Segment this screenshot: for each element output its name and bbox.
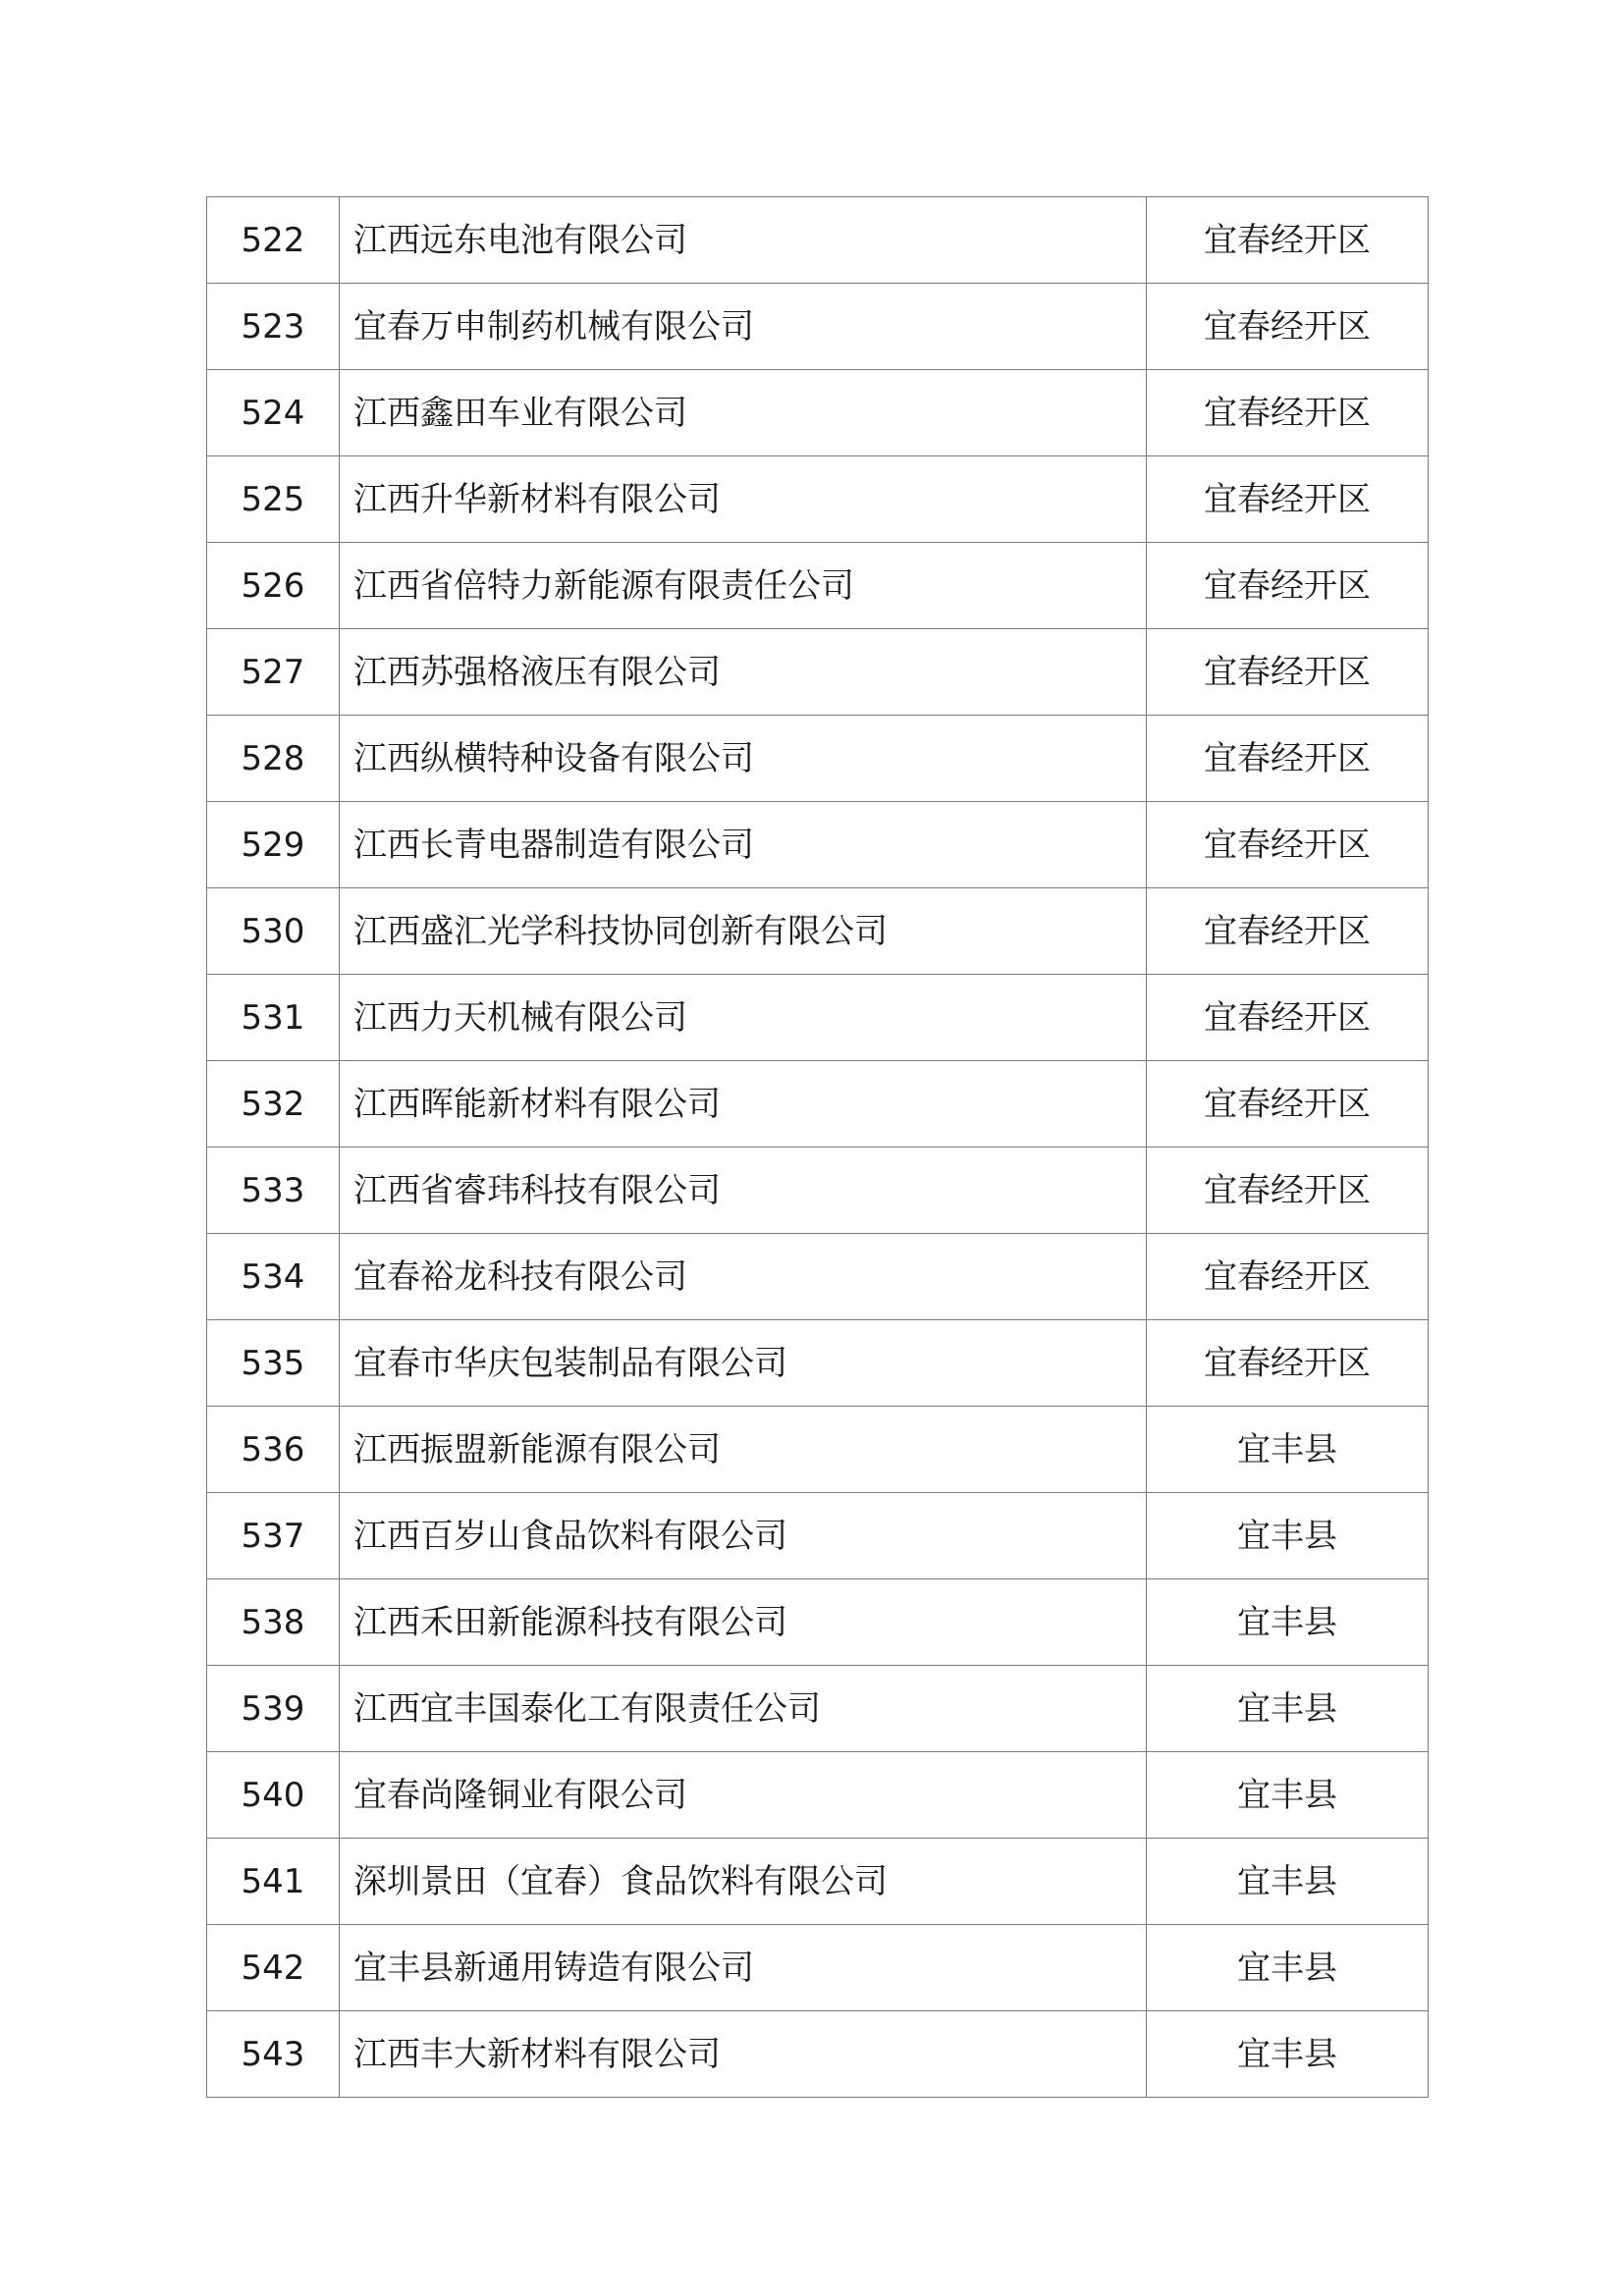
company-name: 江西丰大新材料有限公司: [340, 2011, 1147, 2098]
region: 宜丰县: [1147, 2011, 1429, 2098]
row-number: 538: [207, 1579, 340, 1666]
table-row: [207, 2011, 1429, 2098]
region: 宜丰县: [1147, 1666, 1429, 1752]
table-row: [207, 1579, 1429, 1666]
table-row: [207, 1407, 1429, 1493]
row-number: 524: [207, 370, 340, 456]
row-number: 539: [207, 1666, 340, 1752]
region: 宜春经开区: [1147, 370, 1429, 456]
table-row: [207, 456, 1429, 543]
row-number: 530: [207, 888, 340, 975]
table-row: [207, 1148, 1429, 1234]
company-name: 江西鑫田车业有限公司: [340, 370, 1147, 456]
region: 宜丰县: [1147, 1925, 1429, 2011]
region: 宜丰县: [1147, 1407, 1429, 1493]
row-number: 541: [207, 1839, 340, 1925]
table-body: [207, 197, 1429, 2098]
company-name: 宜春市华庆包装制品有限公司: [340, 1320, 1147, 1407]
region: 宜春经开区: [1147, 1320, 1429, 1407]
company-name: 宜春裕龙科技有限公司: [340, 1234, 1147, 1320]
table-row: [207, 197, 1429, 284]
row-number: 542: [207, 1925, 340, 2011]
row-number: 525: [207, 456, 340, 543]
company-name: 深圳景田（宜春）食品饮料有限公司: [340, 1839, 1147, 1925]
row-number: 536: [207, 1407, 340, 1493]
company-name: 江西长青电器制造有限公司: [340, 802, 1147, 888]
row-number: 529: [207, 802, 340, 888]
table-row: [207, 1320, 1429, 1407]
row-number: 537: [207, 1493, 340, 1579]
region: 宜春经开区: [1147, 1148, 1429, 1234]
row-number: 540: [207, 1752, 340, 1839]
company-name: 江西百岁山食品饮料有限公司: [340, 1493, 1147, 1579]
region: 宜春经开区: [1147, 1061, 1429, 1148]
company-name: 江西苏强格液压有限公司: [340, 629, 1147, 716]
row-number: 528: [207, 716, 340, 802]
region: 宜春经开区: [1147, 802, 1429, 888]
company-name: 江西纵横特种设备有限公司: [340, 716, 1147, 802]
table-row: [207, 975, 1429, 1061]
region: 宜春经开区: [1147, 543, 1429, 629]
row-number: 534: [207, 1234, 340, 1320]
table-row: [207, 1234, 1429, 1320]
company-name: 江西晖能新材料有限公司: [340, 1061, 1147, 1148]
company-name: 江西远东电池有限公司: [340, 197, 1147, 284]
row-number: 532: [207, 1061, 340, 1148]
region: 宜丰县: [1147, 1493, 1429, 1579]
table-row: [207, 1493, 1429, 1579]
company-name: 江西省倍特力新能源有限责任公司: [340, 543, 1147, 629]
row-number: 522: [207, 197, 340, 284]
region: 宜春经开区: [1147, 456, 1429, 543]
company-name: 宜春万申制药机械有限公司: [340, 284, 1147, 370]
region: 宜春经开区: [1147, 716, 1429, 802]
region: 宜春经开区: [1147, 888, 1429, 975]
table-row: [207, 802, 1429, 888]
table-row: [207, 629, 1429, 716]
row-number: 543: [207, 2011, 340, 2098]
table-row: [207, 716, 1429, 802]
region: 宜春经开区: [1147, 284, 1429, 370]
region: 宜丰县: [1147, 1579, 1429, 1666]
table-row: [207, 543, 1429, 629]
row-number: 527: [207, 629, 340, 716]
company-name: 宜春尚隆铜业有限公司: [340, 1752, 1147, 1839]
table-row: [207, 284, 1429, 370]
company-name: 江西宜丰国泰化工有限责任公司: [340, 1666, 1147, 1752]
table-row: [207, 1839, 1429, 1925]
company-list-table: [206, 196, 1429, 2098]
region: 宜丰县: [1147, 1839, 1429, 1925]
table-row: [207, 370, 1429, 456]
table-row: [207, 1752, 1429, 1839]
company-name: 江西振盟新能源有限公司: [340, 1407, 1147, 1493]
table-row: [207, 888, 1429, 975]
row-number: 533: [207, 1148, 340, 1234]
row-number: 535: [207, 1320, 340, 1407]
region: 宜春经开区: [1147, 1234, 1429, 1320]
row-number: 531: [207, 975, 340, 1061]
table-row: [207, 1666, 1429, 1752]
region: 宜春经开区: [1147, 629, 1429, 716]
company-name: 江西力天机械有限公司: [340, 975, 1147, 1061]
table-row: [207, 1925, 1429, 2011]
company-name: 宜丰县新通用铸造有限公司: [340, 1925, 1147, 2011]
table-row: [207, 1061, 1429, 1148]
region: 宜丰县: [1147, 1752, 1429, 1839]
company-name: 江西升华新材料有限公司: [340, 456, 1147, 543]
row-number: 526: [207, 543, 340, 629]
company-name: 江西盛汇光学科技协同创新有限公司: [340, 888, 1147, 975]
row-number: 523: [207, 284, 340, 370]
company-name: 江西禾田新能源科技有限公司: [340, 1579, 1147, 1666]
company-name: 江西省睿玮科技有限公司: [340, 1148, 1147, 1234]
region: 宜春经开区: [1147, 975, 1429, 1061]
region: 宜春经开区: [1147, 197, 1429, 284]
